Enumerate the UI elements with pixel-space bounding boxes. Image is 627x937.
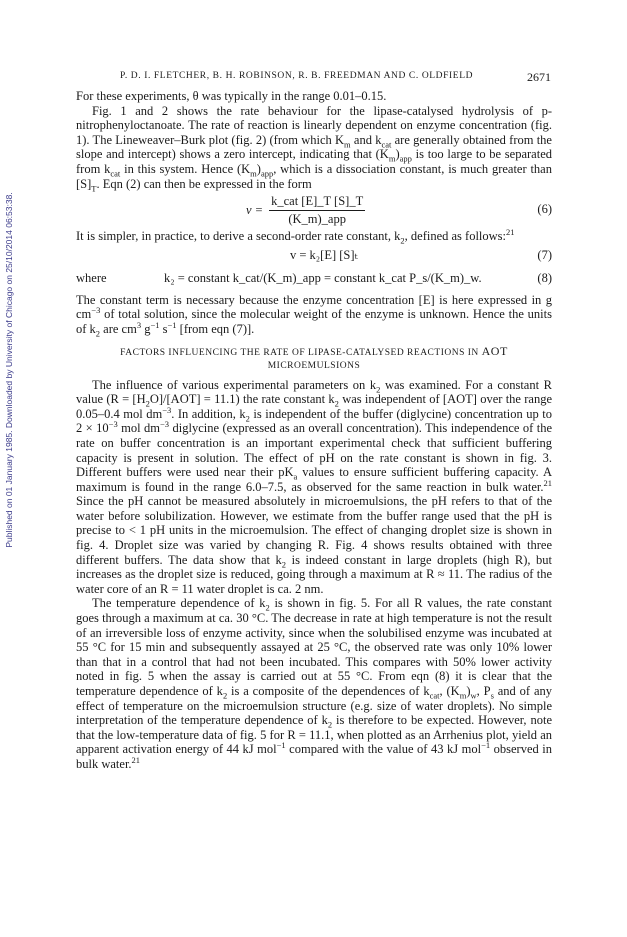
download-watermark-text: Published on 01 January 1985. Downloaded by University of Chicago on 25/10/2014 06:53:38. bbox=[4, 192, 14, 548]
page-number: 2671 bbox=[527, 70, 551, 84]
paragraph-temperature: The temperature dependence of $k_2$ is shown in fig. 5. For all R values, the rate constant goes through a maximum at ca. 30 °C. The decrease in rate at high temperature is not the result of an irreversible loss of enzyme activity, since when the solubilised enzyme was incubated at 55 °C for 15 min and subsequently assayed at 25 °C, the observed rate was only 10% lower than that in a control that had not been incubated. This compares with 50% lower activity noted in fig. 5 when the assay is carried out at 55 °C. From eqn (8) it is clear that the temperature dependence of $k_2$ is a composite of the dependences of $k_{cat}$, $(K_m)_w$, $P_s$ and of any effect of temperature on the microemulsion structure (e.g. size of water droplets). No simple interpretation of the temperature dependence of $k_2$ is therefore to be expected. However, note that the low-temperature data of fig. 5 for R = 11.1, when plotted as an Arrhenius plot, yield an apparent activation energy of 44 kJ mol$^{-1}$ compared with the value of 43 kJ mol$^{-1}$ observed in bulk water.$^{21}$ bbox=[76, 596, 552, 771]
equation-6 bbox=[76, 194, 552, 226]
paragraph-parameters: The influence of various experimental parameters on $k_2$ was examined. For a constant R value $(R = [H_2O]/[AOT] = 11.1)$ the rate constant $k_2$ was independent of [AOT] over the range 0.05–0.4 mol $dm^{-3}$. In addition, $k_2$ is independent of the buffer (diglycine) concentration up to $2 \times 10^{-3}$ mol $dm^{-3}$ diglycine (expressed as an overall concentration). This independence of the rate on buffer concentration is an important experimental check that sufficient buffering capacity is present in solution. The effect of pH on the rate constant is shown in fig. 3. Different buffers were used near their $pK_a$ values to ensure sufficient buffering capacity. A maximum is found in the range 6.0–7.5, as observed for the same reaction in bulk water.$^{21}$ Since the pH cannot be measured absolutely in microemulsions, the pH refers to that of the water before solubilization. However, we estimate from the buffer range used that the pH is precise to < 1 pH units in the microemulsion. The effect of changing droplet size is shown in fig. 4. Droplet size was varied by changing R. Fig. 4 shows results obtained with three different buffers. The data show that $k_2$ is indeed constant in large droplets (high R), but increases as the droplet size is reduced, going through a maximum at R ≈ 11. The radius of the water core of an R = 11 water droplet is ca. 2 nm. bbox=[76, 377, 552, 596]
equation-8-body: k₂ = constant k_cat/(K_m)_app = constant k_cat P_s/(K_m)_w. bbox=[164, 270, 482, 285]
equation-6-numerator: k_cat [E]_T [S]_T bbox=[269, 194, 365, 211]
paragraph-theta: For these experiments, θ was typically in the range 0.01–0.15. bbox=[76, 89, 387, 103]
paragraph-second-order: It is simpler, in practice, to derive a second-order rate constant, $k_2$, defined as follows:$^{21}$ bbox=[76, 227, 515, 246]
equation-6-lhs: v = bbox=[246, 202, 264, 217]
equation-6-number: (6) bbox=[537, 202, 552, 217]
section-heading bbox=[76, 345, 552, 373]
equation-8 bbox=[76, 269, 552, 289]
article-body bbox=[76, 89, 552, 772]
equation-6-denominator: (K_m)_app bbox=[288, 211, 346, 226]
equation-7-number: (7) bbox=[537, 247, 552, 262]
section-heading-aot: AOT bbox=[481, 343, 508, 358]
equation-8-where: where bbox=[76, 270, 107, 285]
running-header bbox=[120, 71, 551, 85]
section-heading-line2: MICROEMULSIONS bbox=[267, 360, 361, 371]
header-authors: P. D. I. FLETCHER, B. H. ROBINSON, R. B. FREEDMAN AND C. OLDFIELD bbox=[120, 71, 474, 81]
section-heading-line1: FACTORS INFLUENCING THE RATE OF LIPASE-CATALYSED REACTIONS IN bbox=[120, 347, 479, 358]
equation-7 bbox=[76, 247, 552, 265]
equation-7-body: v = k₂[E] [S]ₜ bbox=[290, 247, 358, 262]
equation-8-number: (8) bbox=[537, 270, 552, 285]
paragraph-units: The constant term is necessary because the enzyme concentration [E] is here expressed in g $cm^{-3}$ of total solution, since the molecular weight of the enzyme is unknown. Hence the units of $k_2$ are $cm^3$ $g^{-1}$ $s^{-1}$ [from eqn (7)]. bbox=[76, 292, 552, 339]
paragraph-rate-behaviour: Fig. 1 and 2 shows the rate behaviour for the lipase-catalysed hydrolysis of p-nitrophenyloctanoate. The rate of reaction is linearly dependent on enzyme concentration (fig. 1). The Lineweaver–Burk plot (fig. 2) (from which $K_m$ and $k_{cat}$ are generally obtained from the slope and intercept) shows a zero intercept, indicating that $(K_m)_{app}$ is too large to be separated from $k_{cat}$ in this system. Hence $(K_m)_{app}$, which is a dissociation constant, is much greater than $[S]_T$. Eqn (2) can then be expressed in the form bbox=[76, 103, 552, 194]
download-watermark bbox=[0, 150, 18, 590]
